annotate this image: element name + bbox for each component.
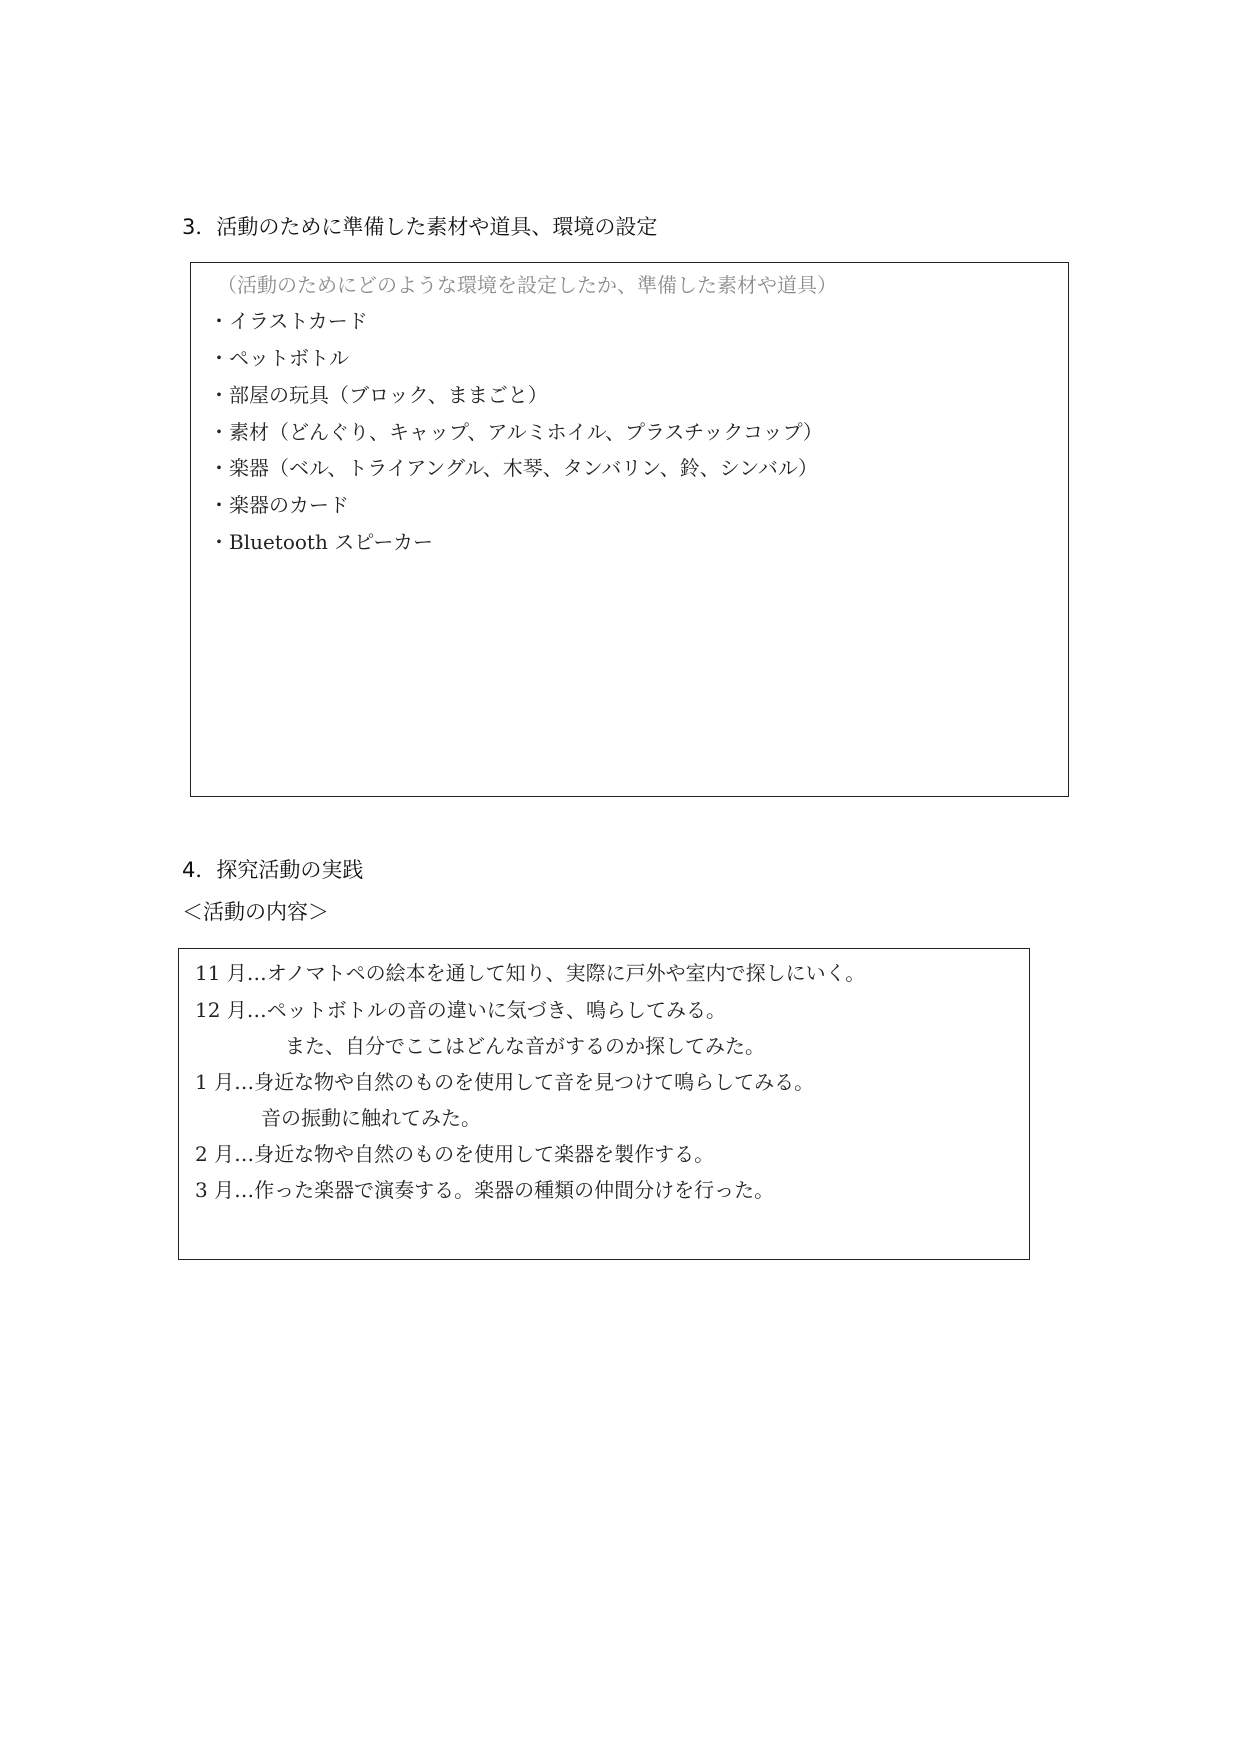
activity-line: 11 月…オノマトペの絵本を通して知り、実際に戸外や室内で探しにいく。 (195, 961, 866, 985)
section-3-heading: 3．活動のために準備した素材や道具、環境の設定 (182, 215, 658, 239)
activity-content-box (178, 948, 1030, 1260)
activity-line: 2 月…身近な物や自然のものを使用して楽器を製作する。 (195, 1142, 715, 1166)
activity-line: 1 月…身近な物や自然のものを使用して音を見つけて鳴らしてみる。 (195, 1070, 815, 1094)
materials-item: ・ペットボトル (209, 346, 349, 370)
materials-item: ・イラストカード (209, 309, 368, 333)
activity-line: 3 月…作った楽器で演奏する。楽器の種類の仲間分けを行った。 (195, 1178, 775, 1202)
materials-hint: （活動のためにどのような環境を設定したか、準備した素材や道具） (217, 273, 837, 297)
activity-line: 12 月…ペットボトルの音の違いに気づき、鳴らしてみる。 (195, 998, 727, 1022)
section-4-subheading: ＜活動の内容＞ (182, 900, 329, 924)
activity-line: 音の振動に触れてみた。 (261, 1106, 481, 1130)
activity-line: また、自分でここはどんな音がするのか探してみた。 (285, 1034, 765, 1058)
section-4-heading: 4．探究活動の実践 (182, 858, 364, 882)
materials-item: ・Bluetooth スピーカー (209, 530, 434, 554)
materials-item: ・素材（どんぐり、キャップ、アルミホイル、プラスチックコップ） (209, 420, 823, 444)
materials-box (190, 262, 1069, 797)
materials-item: ・楽器のカード (209, 493, 349, 517)
materials-item: ・楽器（ベル、トライアングル、木琴、タンバリン、鈴、シンバル） (209, 456, 818, 480)
materials-item: ・部屋の玩具（ブロック、ままごと） (209, 383, 548, 407)
